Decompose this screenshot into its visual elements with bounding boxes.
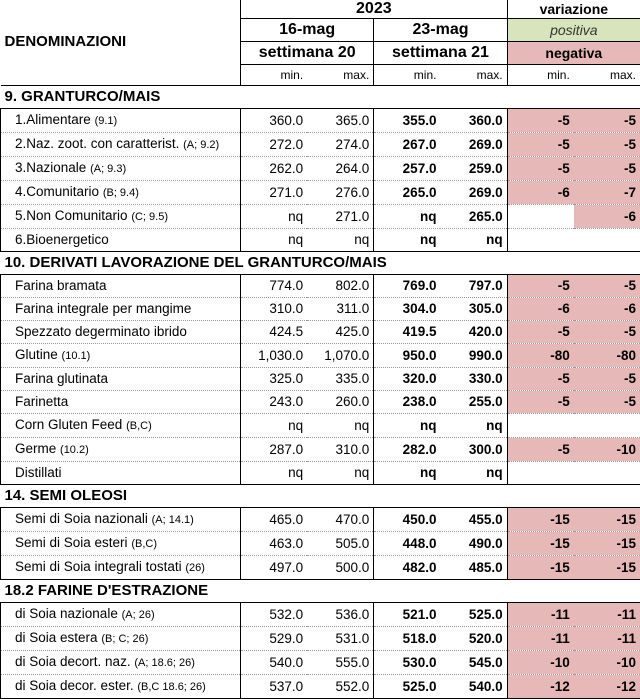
cell-max-prev: 271.0 — [307, 205, 374, 229]
row-label — [1, 603, 241, 627]
row-reference: (B,C) — [126, 420, 152, 432]
cell-var-max: -15 — [574, 532, 640, 556]
cell-min-prev: 243.0 — [241, 391, 308, 414]
row-label — [1, 109, 241, 133]
row-reference: (A; 26) — [122, 609, 155, 621]
cell-min-curr: 304.0 — [374, 298, 441, 321]
row-label-text: 2.Naz. zoot. con caratterist. — [15, 136, 179, 151]
section-title: 10. DERIVATI LAVORAZIONE DEL GRANTURCO/MAIS — [1, 252, 640, 275]
table-row — [1, 675, 640, 699]
row-label — [1, 675, 241, 699]
cell-min-prev: 463.0 — [241, 532, 308, 556]
cell-var-max: -80 — [574, 344, 640, 368]
cell-max-curr: 259.0 — [440, 157, 507, 181]
cell-min-curr: 530.0 — [374, 651, 441, 675]
cell-max-prev: 555.0 — [307, 651, 374, 675]
cell-min-prev: nq — [241, 229, 308, 252]
section-title: 18.2 FARINE D'ESTRAZIONE — [1, 580, 640, 603]
table-row — [1, 344, 640, 368]
cell-var-max: -10 — [574, 438, 640, 462]
cell-min-curr: nq — [374, 414, 441, 438]
cell-max-prev: 1,070.0 — [307, 344, 374, 368]
cell-var-max — [574, 229, 640, 252]
row-label — [1, 133, 241, 157]
table-row — [1, 651, 640, 675]
cell-min-prev: 529.0 — [241, 627, 308, 651]
cell-max-curr: 255.0 — [440, 391, 507, 414]
cell-max-prev: 274.0 — [307, 133, 374, 157]
cell-var-min — [507, 205, 574, 229]
cell-max-curr: nq — [440, 462, 507, 485]
cell-var-min: -6 — [507, 181, 574, 205]
row-label — [1, 275, 241, 298]
positive-legend: positiva — [507, 19, 640, 42]
row-label-text: Farina integrale per mangime — [15, 301, 191, 316]
cell-min-prev: 325.0 — [241, 368, 308, 391]
cell-var-max — [574, 462, 640, 485]
row-label — [1, 556, 241, 580]
cell-var-max — [574, 414, 640, 438]
cell-var-min: -5 — [507, 438, 574, 462]
cell-var-max: -5 — [574, 109, 640, 133]
table-row — [1, 627, 640, 651]
cell-min-curr: 257.0 — [374, 157, 441, 181]
cell-min-prev: 424.5 — [241, 321, 308, 344]
max-header-1: max. — [307, 65, 374, 86]
row-label — [1, 391, 241, 414]
cell-min-curr: 282.0 — [374, 438, 441, 462]
cell-min-prev: 310.0 — [241, 298, 308, 321]
row-label-text: Farina bramata — [15, 278, 107, 293]
cell-var-max: -5 — [574, 391, 640, 414]
table-row — [1, 157, 640, 181]
row-label-text: Semi di Soia esteri — [15, 535, 128, 550]
table-row — [1, 368, 640, 391]
cell-var-max: -5 — [574, 368, 640, 391]
cell-var-max: -12 — [574, 675, 640, 699]
row-label — [1, 438, 241, 462]
cell-var-max: -5 — [574, 275, 640, 298]
cell-max-curr: 265.0 — [440, 205, 507, 229]
cell-max-curr: 269.0 — [440, 181, 507, 205]
cell-var-min: -12 — [507, 675, 574, 699]
row-label-text: Spezzato degerminato ibrido — [15, 324, 187, 339]
min-header-1: min. — [241, 65, 308, 86]
row-reference: (A; 14.1) — [152, 514, 194, 526]
table-row — [1, 229, 640, 252]
min-header-var: min. — [507, 65, 574, 86]
cell-max-curr: 545.0 — [440, 651, 507, 675]
cell-var-max: -15 — [574, 508, 640, 532]
cell-min-prev: 271.0 — [241, 181, 308, 205]
cell-var-max: -5 — [574, 133, 640, 157]
cell-max-prev: 276.0 — [307, 181, 374, 205]
table-row — [1, 603, 640, 627]
row-label — [1, 298, 241, 321]
cell-min-prev: 360.0 — [241, 109, 308, 133]
section-title: 9. GRANTURCO/MAIS — [1, 86, 640, 109]
table-row — [1, 391, 640, 414]
cell-max-curr: 990.0 — [440, 344, 507, 368]
cell-max-prev: 311.0 — [307, 298, 374, 321]
row-label — [1, 462, 241, 485]
cell-max-prev: 531.0 — [307, 627, 374, 651]
cell-max-curr: 420.0 — [440, 321, 507, 344]
row-label-text: di Soia decort. naz. — [15, 654, 131, 669]
cell-max-prev: 365.0 — [307, 109, 374, 133]
cell-max-curr: 305.0 — [440, 298, 507, 321]
row-label — [1, 532, 241, 556]
week2-header: settimana 21 — [374, 42, 507, 65]
cell-min-prev: 465.0 — [241, 508, 308, 532]
row-label-text: 6.Bioenergetico — [15, 232, 109, 247]
variation-header: variazione — [507, 0, 640, 19]
table-row — [1, 298, 640, 321]
cell-var-max: -7 — [574, 181, 640, 205]
row-label-text: Semi di Soia integrali tostati — [15, 559, 182, 574]
cell-max-curr: 455.0 — [440, 508, 507, 532]
cell-max-prev: 260.0 — [307, 391, 374, 414]
cell-max-prev: 264.0 — [307, 157, 374, 181]
cell-max-curr: 300.0 — [440, 438, 507, 462]
cell-var-min: -6 — [507, 298, 574, 321]
max-header-var: max. — [574, 65, 640, 86]
max-header-2: max. — [440, 65, 507, 86]
row-reference: (C; 9.5) — [131, 211, 168, 223]
row-label-text: Glutine — [15, 347, 58, 362]
row-reference: (A; 18.6; 26) — [134, 657, 195, 669]
cell-max-curr: 540.0 — [440, 675, 507, 699]
cell-min-prev: 774.0 — [241, 275, 308, 298]
cell-var-max: -11 — [574, 603, 640, 627]
cell-min-curr: nq — [374, 229, 441, 252]
cell-var-max: -11 — [574, 627, 640, 651]
row-reference: (B; C; 26) — [101, 633, 148, 645]
cell-var-min — [507, 414, 574, 438]
cell-var-min: -5 — [507, 275, 574, 298]
cell-min-curr: 518.0 — [374, 627, 441, 651]
row-label — [1, 205, 241, 229]
cell-max-curr: 269.0 — [440, 133, 507, 157]
row-label-text: Corn Gluten Feed — [15, 417, 122, 432]
row-label — [1, 321, 241, 344]
cell-min-prev: 1,030.0 — [241, 344, 308, 368]
cell-var-max: -6 — [574, 205, 640, 229]
row-label-text: di Soia nazionale — [15, 606, 118, 621]
table-row — [1, 133, 640, 157]
cell-var-min: -5 — [507, 157, 574, 181]
cell-max-prev: 552.0 — [307, 675, 374, 699]
date2-header: 23-mag — [374, 19, 507, 42]
cell-min-curr: nq — [374, 462, 441, 485]
table-row — [1, 556, 640, 580]
cell-max-prev: 500.0 — [307, 556, 374, 580]
cell-var-max: -10 — [574, 651, 640, 675]
cell-max-curr: 525.0 — [440, 603, 507, 627]
row-label — [1, 651, 241, 675]
cell-max-prev: 505.0 — [307, 532, 374, 556]
cell-min-curr: 265.0 — [374, 181, 441, 205]
cell-min-prev: 497.0 — [241, 556, 308, 580]
subheader-corner — [1, 65, 241, 86]
table-row — [1, 109, 640, 133]
cell-var-min: -5 — [507, 368, 574, 391]
cell-var-min: -15 — [507, 556, 574, 580]
cell-min-prev: nq — [241, 414, 308, 438]
cell-min-curr: 355.0 — [374, 109, 441, 133]
cell-max-prev: 536.0 — [307, 603, 374, 627]
row-label-text: Germe — [15, 441, 56, 456]
cell-min-prev: nq — [241, 205, 308, 229]
cell-min-curr: 450.0 — [374, 508, 441, 532]
cell-max-prev: 470.0 — [307, 508, 374, 532]
cell-max-curr: 330.0 — [440, 368, 507, 391]
row-label-text: 1.Alimentare — [15, 112, 91, 127]
cell-max-prev: nq — [307, 229, 374, 252]
cell-min-curr: 419.5 — [374, 321, 441, 344]
row-label — [1, 229, 241, 252]
row-label-text: Farina glutinata — [15, 371, 108, 386]
row-reference: (9.1) — [95, 115, 118, 127]
row-label-text: 5.Non Comunitario — [15, 208, 128, 223]
row-label-text: Semi di Soia nazionali — [15, 511, 148, 526]
cell-min-curr: 525.0 — [374, 675, 441, 699]
cell-var-min: -80 — [507, 344, 574, 368]
cell-max-curr: 360.0 — [440, 109, 507, 133]
row-reference: (B,C) — [131, 538, 157, 550]
cell-min-curr: 320.0 — [374, 368, 441, 391]
cell-min-curr: nq — [374, 205, 441, 229]
header-corner — [1, 0, 241, 19]
row-reference: (A; 9.2) — [183, 139, 219, 151]
cell-max-prev: 310.0 — [307, 438, 374, 462]
row-reference: (10.1) — [62, 350, 91, 362]
cell-max-curr: 490.0 — [440, 532, 507, 556]
row-label — [1, 508, 241, 532]
row-reference: (A; 9.3) — [90, 163, 126, 175]
cell-min-curr: 950.0 — [374, 344, 441, 368]
min-header-2: min. — [374, 65, 441, 86]
cell-max-curr: 520.0 — [440, 627, 507, 651]
denominations-header: DENOMINAZIONI — [1, 19, 241, 65]
row-label — [1, 414, 241, 438]
cell-min-prev: nq — [241, 462, 308, 485]
cell-min-curr: 238.0 — [374, 391, 441, 414]
cell-var-min: -15 — [507, 532, 574, 556]
table-row — [1, 414, 640, 438]
table-row — [1, 462, 640, 485]
cell-var-min: -5 — [507, 391, 574, 414]
table-row — [1, 532, 640, 556]
row-label-text: Farinetta — [15, 394, 68, 409]
cell-min-prev: 287.0 — [241, 438, 308, 462]
cell-var-min: -15 — [507, 508, 574, 532]
cell-max-prev: 425.0 — [307, 321, 374, 344]
table-row — [1, 205, 640, 229]
row-label — [1, 627, 241, 651]
table-row — [1, 181, 640, 205]
cell-min-curr: 482.0 — [374, 556, 441, 580]
row-label-text: di Soia estera — [15, 630, 98, 645]
cell-var-min: -5 — [507, 109, 574, 133]
cell-max-prev: nq — [307, 414, 374, 438]
cell-var-min: -5 — [507, 321, 574, 344]
row-label — [1, 181, 241, 205]
cell-var-min: -5 — [507, 133, 574, 157]
cell-max-prev: nq — [307, 462, 374, 485]
cell-var-min: -10 — [507, 651, 574, 675]
cell-max-curr: nq — [440, 414, 507, 438]
section-title: 14. SEMI OLEOSI — [1, 485, 640, 508]
cell-min-prev: 532.0 — [241, 603, 308, 627]
cell-max-curr: 797.0 — [440, 275, 507, 298]
cell-var-max: -15 — [574, 556, 640, 580]
row-label-text: Distillati — [15, 465, 62, 480]
row-reference: (B; 9.4) — [103, 187, 139, 199]
cell-var-max: -5 — [574, 321, 640, 344]
year-header: 2023 — [241, 0, 508, 19]
week1-header: settimana 20 — [241, 42, 374, 65]
cell-min-prev: 272.0 — [241, 133, 308, 157]
cell-min-curr: 521.0 — [374, 603, 441, 627]
cell-var-min: -11 — [507, 627, 574, 651]
cell-min-prev: 540.0 — [241, 651, 308, 675]
cell-min-prev: 262.0 — [241, 157, 308, 181]
table-row — [1, 508, 640, 532]
row-label — [1, 157, 241, 181]
row-reference: (26) — [185, 562, 205, 574]
cell-min-prev: 537.0 — [241, 675, 308, 699]
cell-var-max: -6 — [574, 298, 640, 321]
row-label — [1, 368, 241, 391]
date1-header: 16-mag — [241, 19, 374, 42]
cell-max-prev: 335.0 — [307, 368, 374, 391]
row-reference: (10.2) — [60, 444, 89, 456]
cell-min-curr: 448.0 — [374, 532, 441, 556]
table-row — [1, 321, 640, 344]
cell-max-curr: nq — [440, 229, 507, 252]
row-label-text: 4.Comunitario — [15, 184, 99, 199]
cell-max-prev: 802.0 — [307, 275, 374, 298]
row-label — [1, 344, 241, 368]
negative-legend: negativa — [507, 42, 640, 65]
cell-var-min — [507, 462, 574, 485]
table-row — [1, 438, 640, 462]
row-label-text: di Soia decor. ester. — [15, 678, 134, 693]
cell-min-curr: 267.0 — [374, 133, 441, 157]
cell-var-min: -11 — [507, 603, 574, 627]
row-reference: (B,C 18.6; 26) — [137, 681, 205, 693]
cell-min-curr: 769.0 — [374, 275, 441, 298]
cell-var-max: -5 — [574, 157, 640, 181]
cell-var-min — [507, 229, 574, 252]
row-label-text: 3.Nazionale — [15, 160, 86, 175]
table-row — [1, 275, 640, 298]
cell-max-curr: 485.0 — [440, 556, 507, 580]
